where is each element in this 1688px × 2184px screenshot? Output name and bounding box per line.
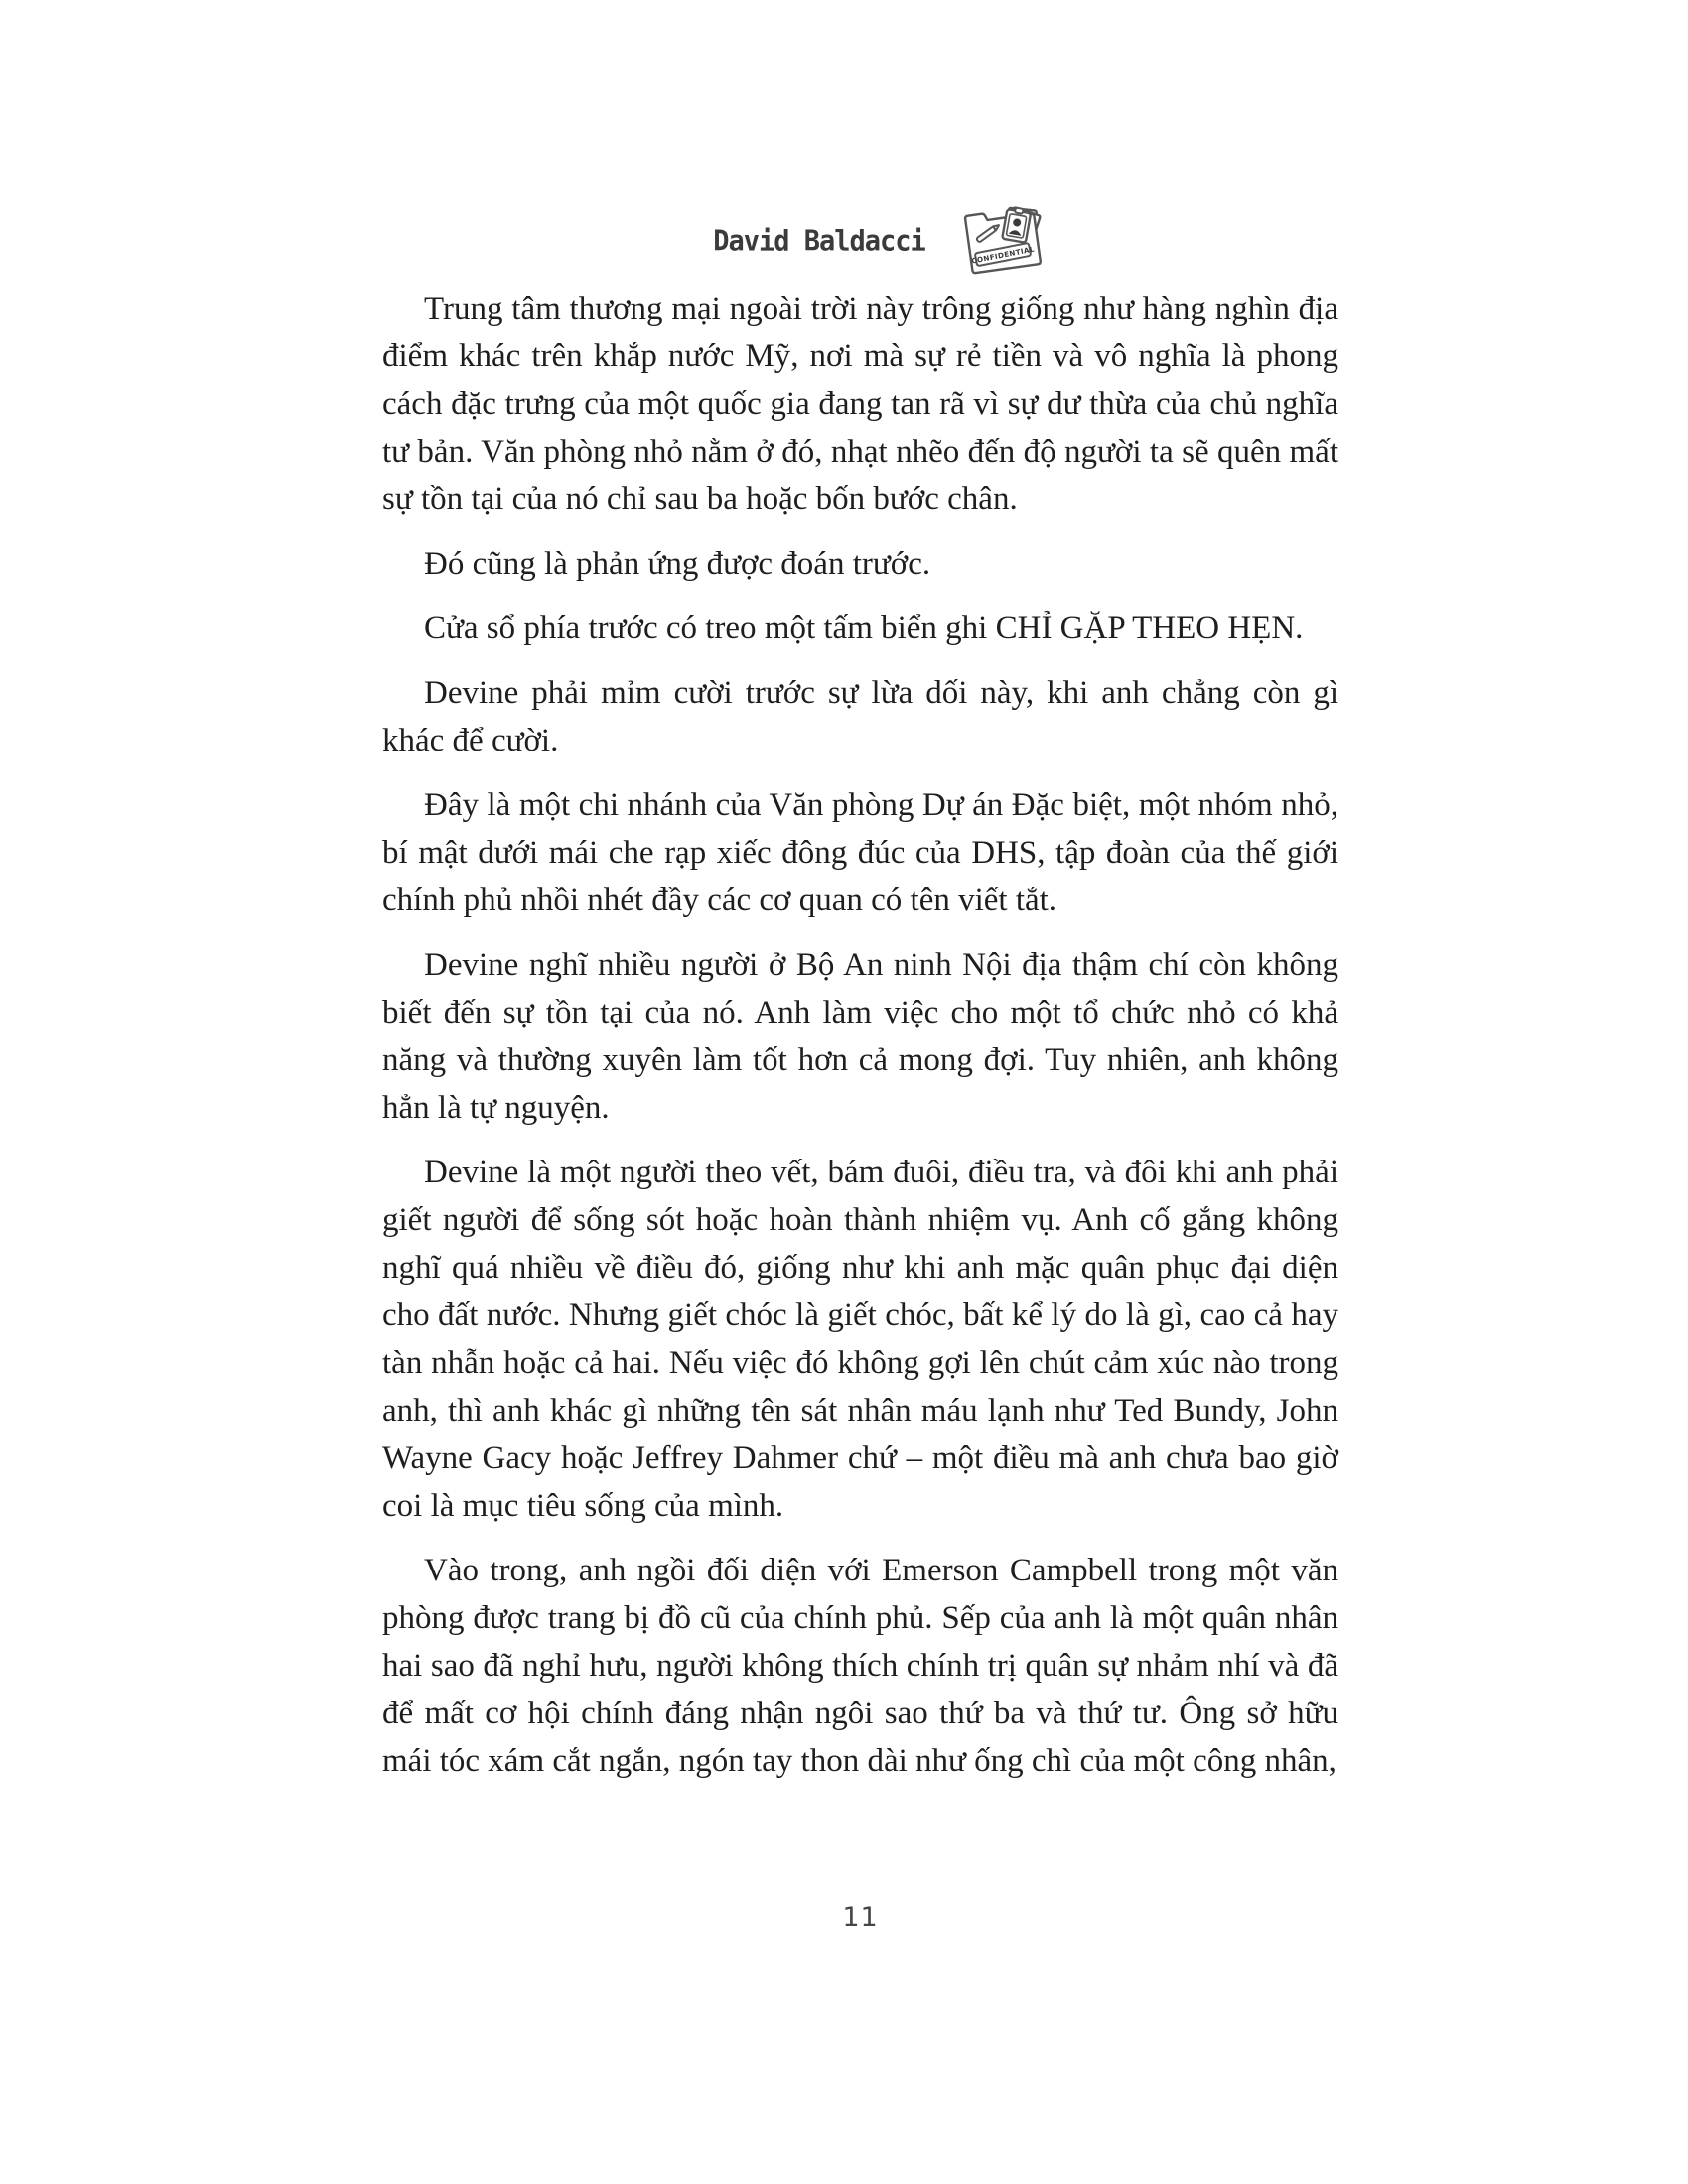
paragraph: Devine nghĩ nhiều người ở Bộ An ninh Nội địa thậm chí còn không biết đến sự tồn tại của nó. Anh làm việc cho một tổ chức nhỏ có khả năng và thường xuyên làm tốt hơn cả mong đợi. Tuy nhiên, anh không hẳn là tự nguyện. <box>382 947 1338 1126</box>
paragraph: Đây là một chi nhánh của Văn phòng Dự án Đặc biệt, một nhóm nhỏ, bí mật dưới mái che rạp xiếc đông đúc của DHS, tập đoàn của thế giới chính phủ nhồi nhét đầy các cơ quan có tên viết tắt. <box>382 787 1338 918</box>
page-number: 11 <box>842 1902 879 1933</box>
paragraph: Devine phải mỉm cười trước sự lừa dối này, khi anh chẳng còn gì khác để cười. <box>382 675 1338 758</box>
paragraph: Cửa sổ phía trước có treo một tấm biển ghi CHỈ GẶP THEO HẸN. <box>424 611 1304 646</box>
body-text <box>382 285 1338 1802</box>
paragraph: Đó cũng là phản ứng được đoán trước. <box>424 546 931 582</box>
paragraph: Trung tâm thương mại ngoài trời này trông giống như hàng nghìn địa điểm khác trên khắp nước Mỹ, nơi mà sự rẻ tiền và vô nghĩa là phong cách đặc trưng của một quốc gia đang tan rã vì sự dư thừa của chủ nghĩa tư bản. Văn phòng nhỏ nằm ở đó, nhạt nhẽo đến độ người ta sẽ quên mất sự tồn tại của nó chỉ sau ba hoặc bốn bước chân. <box>382 291 1338 517</box>
paragraph: Devine là một người theo vết, bám đuôi, điều tra, và đôi khi anh phải giết người để sống sót hoặc hoàn thành nhiệm vụ. Anh cố gắng không nghĩ quá nhiều về điều đó, giống như khi anh mặc quân phục đại diện cho đất nước. Nhưng giết chóc là giết chóc, bất kể lý do là gì, cao cả hay tàn nhẫn hoặc cả hai. Nếu việc đó không gợi lên chút cảm xúc nào trong anh, thì anh khác gì những tên sát nhân máu lạnh như Ted Bundy, John Wayne Gacy hoặc Jeffrey Dahmer chứ – một điều mà anh chưa bao giờ coi là mục tiêu sống của mình. <box>382 1155 1338 1524</box>
paragraph: Vào trong, anh ngồi đối diện với Emerson Campbell trong một văn phòng được trang bị đồ cũ của chính phủ. Sếp của anh là một quân nhân hai sao đã nghỉ hưu, người không thích chính trị quân sự nhảm nhí và đã để mất cơ hội chính đáng nhận ngôi sao thứ ba và thứ tư. Ông sở hữu mái tóc xám cắt ngắn, ngón tay thon dài như ống chì của một công nhân, <box>382 1553 1338 1779</box>
confidential-folder-icon <box>955 199 1051 284</box>
running-header <box>38 199 1688 284</box>
author-logo-text: David Baldacci <box>713 224 925 258</box>
confidential-stamp-text: CONFIDENTIAL <box>970 244 1036 266</box>
